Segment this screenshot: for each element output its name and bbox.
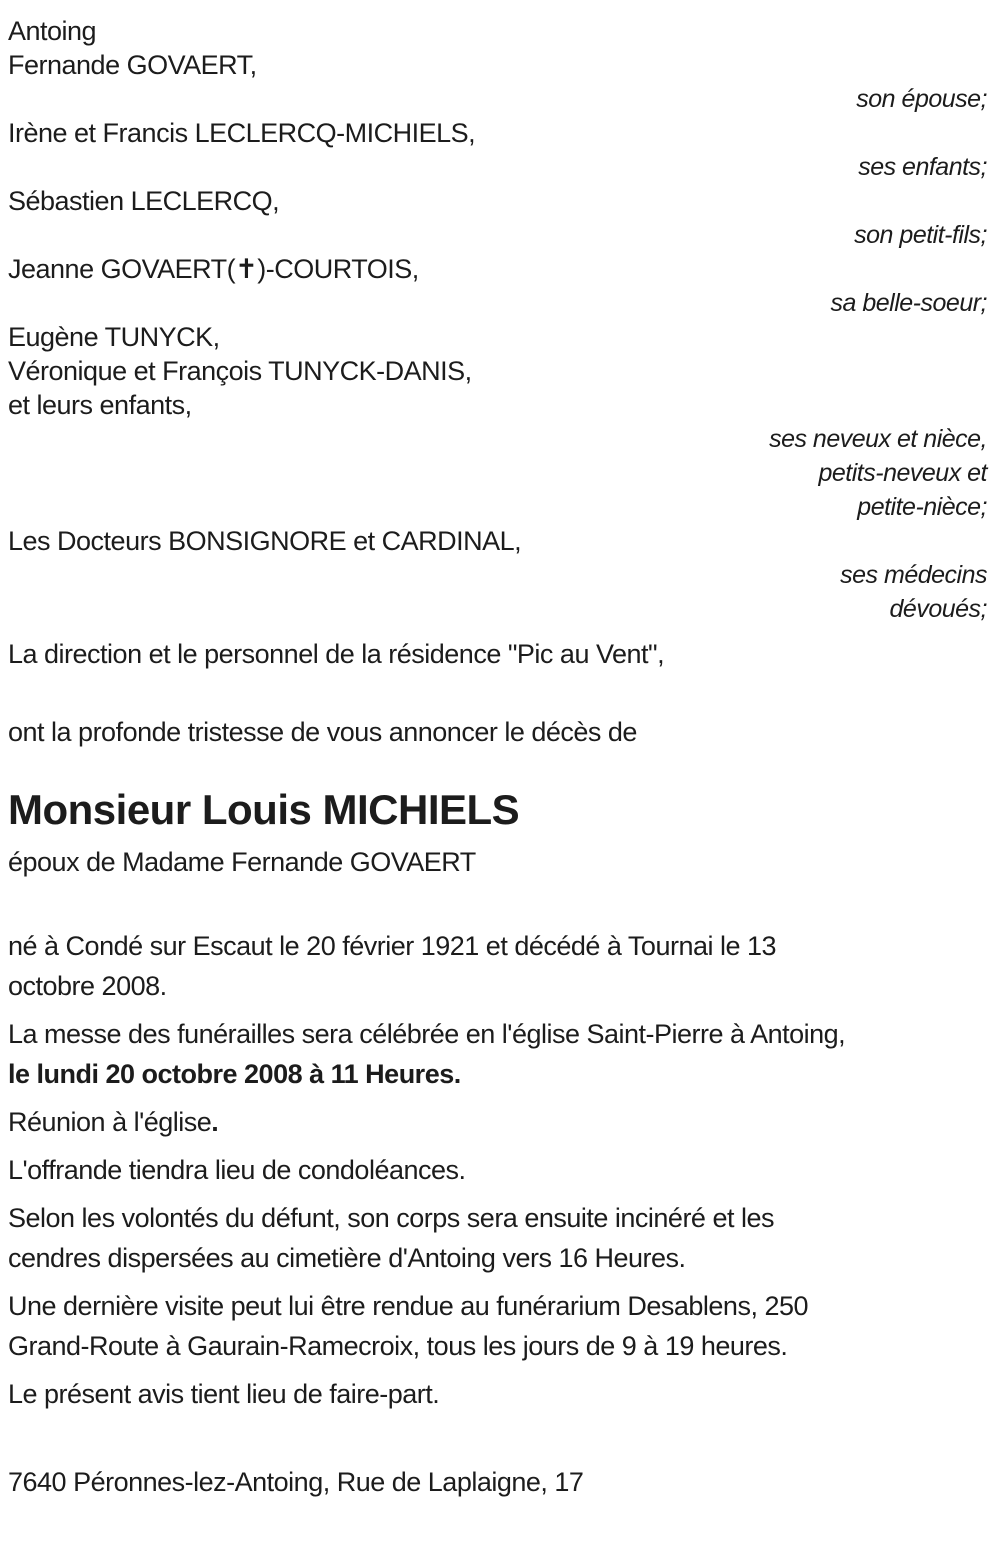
relation-label-line: ses médecins bbox=[840, 561, 987, 589]
family-member-line: Fernande GOVAERT, bbox=[8, 50, 257, 80]
relation-label-line: ses enfants; bbox=[858, 153, 987, 181]
residence-paragraph bbox=[8, 634, 987, 674]
offering-line: L'offrande tiendra lieu de condoléances. bbox=[8, 1155, 466, 1185]
residence-line: La direction et le personnel de la résidence "Pic au Vent", bbox=[8, 639, 665, 669]
address-line: 7640 Péronnes-lez-Antoing, Rue de Laplaigne, 17 bbox=[8, 1467, 584, 1497]
offering-paragraph bbox=[8, 1150, 987, 1190]
reunion-text: Réunion à l'église bbox=[8, 1107, 212, 1137]
family-member-line: Sébastien LECLERCQ, bbox=[8, 186, 280, 216]
cremation-paragraph bbox=[8, 1198, 987, 1278]
deceased-name-heading: Monsieur Louis MICHIELS bbox=[8, 786, 520, 833]
family-block bbox=[8, 14, 987, 626]
relation-label-line: son épouse; bbox=[856, 85, 987, 113]
reunion-line bbox=[8, 1102, 987, 1142]
announcement-paragraph bbox=[8, 712, 987, 752]
family-member-line: Les Docteurs BONSIGNORE et CARDINAL, bbox=[8, 526, 522, 556]
notice-line: Le présent avis tient lieu de faire-part. bbox=[8, 1379, 440, 1409]
mass-line-1: La messe des funérailles sera célébrée en l'église Saint-Pierre à Antoing, bbox=[8, 1019, 846, 1049]
family-member-line: Véronique et François TUNYCK-DANIS, bbox=[8, 356, 472, 386]
relation-label-line: petits-neveux et bbox=[818, 459, 987, 487]
relation-label-line: dévoués; bbox=[889, 595, 987, 623]
family-member-line: Irène et Francis LECLERCQ-MICHIELS, bbox=[8, 118, 476, 148]
announcement-line: ont la profonde tristesse de vous annoncer le décès de bbox=[8, 717, 637, 747]
family-member-line: et leurs enfants, bbox=[8, 390, 192, 420]
birth-death-line-2: octobre 2008. bbox=[8, 971, 167, 1001]
family-member-line: Jeanne GOVAERT(✝)-COURTOIS, bbox=[8, 254, 419, 284]
relation-label-line: ses neveux et nièce, bbox=[769, 425, 987, 453]
visit-paragraph bbox=[8, 1286, 987, 1366]
spouse-paragraph bbox=[8, 842, 987, 882]
mass-date-line-bold: le lundi 20 octobre 2008 à 11 Heures. bbox=[8, 1059, 461, 1089]
city-line: Antoing bbox=[8, 16, 97, 46]
visit-line-1: Une dernière visite peut lui être rendue au funérarium Desablens, 250 bbox=[8, 1291, 808, 1321]
birth-death-line-1: né à Condé sur Escaut le 20 février 1921 et décédé à Tournai le 13 bbox=[8, 931, 777, 961]
notice-paragraph bbox=[8, 1374, 987, 1414]
reunion-period-bold: . bbox=[211, 1107, 219, 1137]
spouse-line: époux de Madame Fernande GOVAERT bbox=[8, 847, 476, 877]
relation-label-line: son petit-fils; bbox=[854, 221, 987, 249]
visit-line-2: Grand-Route à Gaurain-Ramecroix, tous les jours de 9 à 19 heures. bbox=[8, 1331, 788, 1361]
birth-death-paragraph bbox=[8, 926, 987, 1006]
mass-paragraph bbox=[8, 1014, 987, 1094]
family-member-line: Eugène TUNYCK, bbox=[8, 322, 220, 352]
cremation-line-1: Selon les volontés du défunt, son corps sera ensuite incinéré et les bbox=[8, 1203, 774, 1233]
relation-label-line: petite-nièce; bbox=[857, 493, 987, 521]
cremation-line-2: cendres dispersées au cimetière d'Antoing vers 16 Heures. bbox=[8, 1243, 686, 1273]
address-paragraph bbox=[8, 1462, 987, 1502]
relation-label-line: sa belle-soeur; bbox=[830, 289, 987, 317]
reunion-paragraph bbox=[8, 1102, 987, 1142]
